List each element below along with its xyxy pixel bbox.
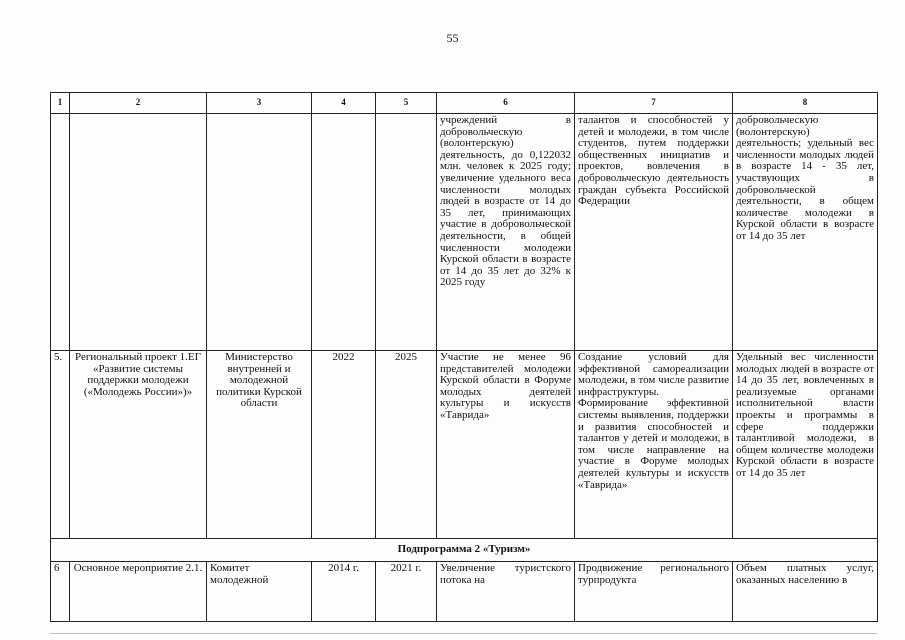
column-number: 4 xyxy=(312,93,376,114)
cell-number xyxy=(51,114,70,351)
cell-expected-result: Участие не менее 96 представителей молодежи Курской области в Форуме молодых деятелей культуры и искусств «Таврида» xyxy=(437,351,575,539)
cell-number: 5. xyxy=(51,351,70,539)
cell-start-year: 2022 xyxy=(312,351,376,539)
cell-expected-result: учреждений в добровольческую (волонтерскую) деятельность, до 0,122032 млн. человек к 2025 году; увеличение удельного веса численности молодых людей в возрасте от 14 до 35 лет, принимающих участие в добровольческой деятельности, в общей численности молодежи Курской области в возрасте от 14 до 35 лет до 32% к 2025 году xyxy=(437,114,575,351)
cell-main-directions: Продвижение регионального турпродукта xyxy=(575,562,733,622)
cell-main-directions: Создание условий для эффективной самореализации молодежи, в том числе развитие инфраструктуры. Формирование эффективной системы выявления, поддержки и развития способностей и талантов у детей и молодежи, в том числе направление на участие в Форуме молодых деятелей культуры и искусств «Таврида» xyxy=(575,351,733,539)
column-number: 6 xyxy=(437,93,575,114)
cell-title: Основное мероприятие 2.1. xyxy=(70,562,207,622)
cell-main-directions: талантов и способностей у детей и молодежи, в том числе студентов, путем поддержки общественных инициатив и проектов, вовлечения в добровольческую деятельность граждан субъекта Российской Федерации xyxy=(575,114,733,351)
cell-start-year xyxy=(312,114,376,351)
cell-end-year: 2025 xyxy=(376,351,437,539)
cell-title: Региональный проект 1.ЕГ «Развитие системы поддержки молодежи («Молодежь России»)» xyxy=(70,351,207,539)
column-number: 1 xyxy=(51,93,70,114)
column-number: 2 xyxy=(70,93,207,114)
page-number: 55 xyxy=(446,31,459,45)
cell-indicator: Объем платных услуг, оказанных населению в xyxy=(733,562,878,622)
column-number: 5 xyxy=(376,93,437,114)
cell-title xyxy=(70,114,207,351)
table-row-6 xyxy=(51,562,878,622)
cell-start-year: 2014 г. xyxy=(312,562,376,622)
column-number-row xyxy=(51,93,878,114)
cell-expected-result: Увеличение туристского потока на xyxy=(437,562,575,622)
cell-end-year: 2021 г. xyxy=(376,562,437,622)
cell-indicator: Удельный вес численности молодых людей в возрасте от 14 до 35 лет, вовлеченных в реализуемые органами исполнительной власти проекты и программы в сфере поддержки талантливой молодежи, в общем количестве молодежи Курской области в возрасте от 14 до 35 лет xyxy=(733,351,878,539)
subprogram-title: Подпрограмма 2 «Туризм» xyxy=(51,539,878,562)
table-row-5 xyxy=(51,351,878,539)
cell-indicator: добровольческую (волонтерскую) деятельность; удельный вес численности молодых людей в возрасте 14 - 35 лет, участвующих в добровольческой деятельности, в общем количестве молодежи в Курской области в возрасте от 14 до 35 лет xyxy=(733,114,878,351)
table-row-continuation xyxy=(51,114,878,351)
cell-executor: Комитет молодежной xyxy=(207,562,312,622)
cell-number: 6 xyxy=(51,562,70,622)
cell-executor: Министерство внутренней и молодежной политики Курской области xyxy=(207,351,312,539)
cell-executor xyxy=(207,114,312,351)
page-bottom-divider xyxy=(50,633,877,634)
subprogram-header-row xyxy=(51,539,878,562)
cell-end-year xyxy=(376,114,437,351)
program-table xyxy=(50,92,878,622)
column-number: 3 xyxy=(207,93,312,114)
column-number: 8 xyxy=(733,93,878,114)
column-number: 7 xyxy=(575,93,733,114)
